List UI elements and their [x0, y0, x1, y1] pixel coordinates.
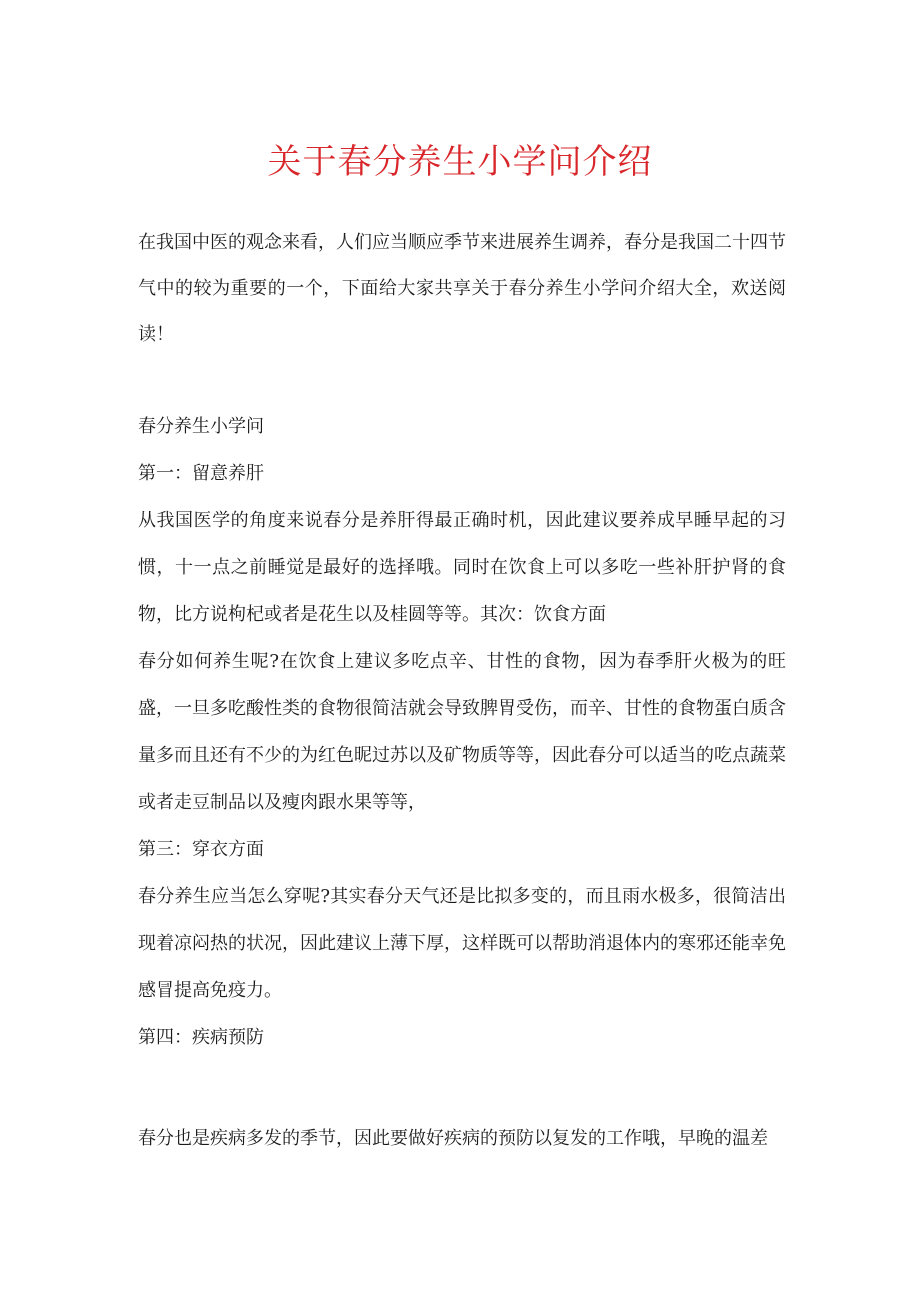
section-heading-1: 第一：留意养肝 — [138, 463, 264, 484]
document-title: 关于春分养生小学问介绍 — [267, 142, 653, 182]
intro-paragraph: 在我国中医的观念来看，人们应当顺应季节来进展养生调养，春分是我国二十四节气中的较为重要的一个，下面给大家共享关于春分养生小学问介绍大全，欢送阅读！ — [138, 232, 786, 345]
section-heading-4: 第四：疾病预防 — [138, 1027, 264, 1048]
section-heading-3: 第三：穿衣方面 — [138, 839, 264, 860]
section-1-paragraph-2: 春分如何养生呢?在饮食上建议多吃点辛、甘性的食物，因为春季肝火极为的旺盛，一旦多吃酸性类的食物很简洁就会导致脾胃受伤，而辛、甘性的食物蛋白质含量多而且还有不少的为红色昵过苏以及矿物质等等，因此春分可以适当的吃点蔬菜或者走豆制品以及瘦肉跟水果等等， — [138, 651, 786, 813]
section-1-paragraph-1: 从我国医学的角度来说春分是养肝得最正确时机，因此建议要养成早睡早起的习惯，十一点之前睡觉是最好的选择哦。同时在饮食上可以多吃一些补肝护肾的食物，比方说枸杞或者是花生以及桂圆等等。其次：饮食方面 — [138, 510, 786, 625]
section-title: 春分养生小学问 — [138, 416, 264, 437]
section-3-paragraph-1: 春分养生应当怎么穿呢?其实春分天气还是比拟多变的，而且雨水极多，很简洁出现着凉闷热的状况，因此建议上薄下厚，这样既可以帮助消退体内的寒邪还能幸免感冒提高免疫力。 — [138, 886, 786, 1001]
section-4-paragraph-1: 春分也是疾病多发的季节，因此要做好疾病的预防以复发的工作哦，早晚的温差 — [138, 1128, 768, 1149]
